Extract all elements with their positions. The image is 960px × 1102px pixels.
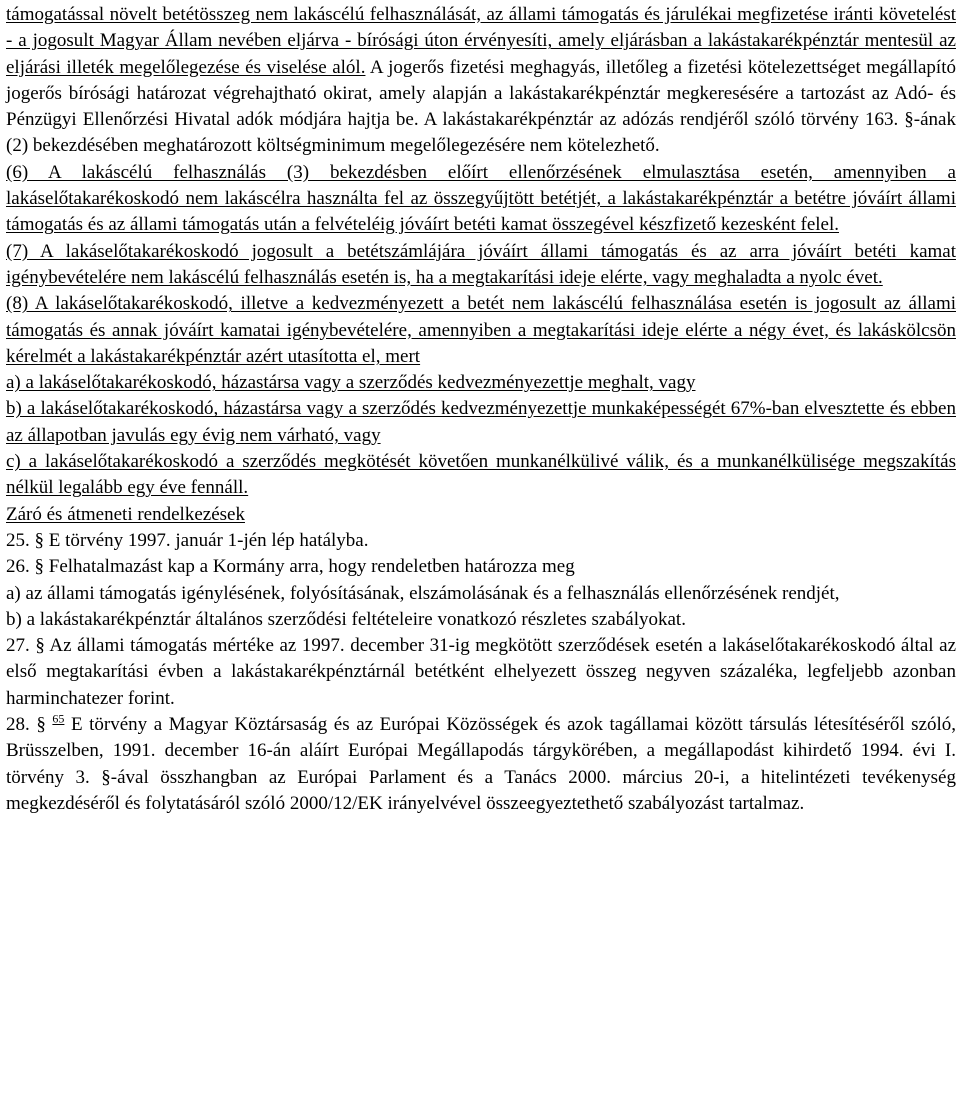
section-26 xyxy=(6,554,956,580)
paragraph-text: A jogerős fizetési meghagyás, illetőleg a fizetési kötelezettséget megállapító jogerős bírósági határozat végrehajtható okirat, amely alapján a lakástakarékpénztár megkeresésére a tartozást az Adó- és Pénzügyi Ellenőrzési Hivatal adók módjára hajtja be. A lakástakarékpénztár az adózás rendjéről szóló törvény 163. §-ának (2) bekezdésében meghatározott költségminimum megelőlegezésére nem kötelezhető. xyxy=(6,56,956,157)
point-a: a) a lakáselőtakarékoskodó, házastársa vagy a szerződés kedvezményezettje meghalt, vagy xyxy=(6,372,696,394)
section-27 xyxy=(6,633,956,712)
section-number: 28. xyxy=(6,714,30,736)
section-number: 25. xyxy=(6,529,30,551)
section-28 xyxy=(6,712,956,817)
section-number: 26. xyxy=(6,556,30,578)
section-number: 27. xyxy=(6,635,30,657)
paragraph-p1 xyxy=(6,2,956,160)
section-text: Felhatalmazást kap a Kormány arra, hogy rendeletben határozza meg xyxy=(44,556,575,578)
paragraph-8: (8) A lakáselőtakarékoskodó, illetve a kedvezményezett a betét nem lakáscélú felhasználása esetén is jogosult az állami támogatás és annak jóváírt kamatai igénybevételére, amennyiben a megtakarítási ideje elérte a négy évet, és lakáskölcsön kérelmét a lakástakarékpénztár azért utasította el, mert xyxy=(6,293,956,367)
paragraph-7: (7) A lakáselőtakarékoskodó jogosult a betétszámlájára jóváírt állami támogatás és az arra jóváírt betéti kamat igénybevételére nem lakáscélú felhasználás esetén is, ha a megtakarítási ideje elérte, vagy meghaladta a nyolc évet. xyxy=(6,240,956,288)
section-25 xyxy=(6,528,956,554)
section-sign-icon: § xyxy=(36,714,46,736)
section-sign-icon: § xyxy=(35,635,45,657)
section-text: E törvény 1997. január 1-jén lép hatályba. xyxy=(44,529,369,551)
section-text: Az állami támogatás mértéke az 1997. december 31-ig megkötött szerződések esetén a lakáselőtakarékoskodó által az első megtakarítási évben a lakástakarékpénztárnál betétként elhelyezett összeg negyven százaléka, legfeljebb azonban harminchatezer forint. xyxy=(6,635,957,709)
section-sign-icon: § xyxy=(34,529,44,551)
amended-text: támogatással növelt betétösszeg nem lakáscélú felhasználását, az állami támogatás és járulékai megfizetése iránti követelést - a jogosult Magyar Állam nevében eljárva - bírósági úton érvényesíti, amely eljárásban a lakástakarékpénztár mentesül az eljárási illeték megelőlegezése és viselése alól. xyxy=(6,4,956,78)
section-text: E törvény a Magyar Köztársaság és az Európai Közösségek és azok tagállamai között társulás létesítéséről szóló, Brüsszelben, 1991. december 16-án aláírt Európai Megállapodás tárgykörében, a megállapodást kihirdető 1994. évi I. törvény 3. §-ával összhangban az Európai Parlament és a Tanács 2000. március 20-i, a hitelintézeti tevékenység megkezdéséről és folytatásáról szóló 2000/12/EK irányelvével összeegyeztethető szabályozást tartalmaz. xyxy=(6,714,957,814)
point-b: b) a lakáselőtakarékoskodó, házastársa vagy a szerződés kedvezményezettje munkaképességét 67%-ban elvesztette és ebben az állapotban javulás egy évig nem várható, vagy xyxy=(6,398,956,446)
point-c: c) a lakáselőtakarékoskodó a szerződés megkötését követően munkanélkülivé válik, és a munkanélkülisége megszakítás nélkül legalább egy éve fennáll. xyxy=(6,451,956,499)
paragraph-6: (6) A lakáscélú felhasználás (3) bekezdésben előírt ellenőrzésének elmulasztása esetén, amennyiben a lakáselőtakarékoskodó nem lakáscélra használta fel az összegyűjtött betétjét, a lakástakarékpénztár a betétre jóváírt állami támogatás és az állami támogatás után a felvételéig jóváírt betéti kamat összegével készfizető kezesként felel. xyxy=(6,161,956,236)
footnote-reference-link[interactable]: 65 xyxy=(52,711,65,726)
section-26-point-b: b) a lakástakarékpénztár általános szerződési feltételeire vonatkozó részletes szabályokat. xyxy=(6,608,686,630)
section-heading: Záró és átmeneti rendelkezések xyxy=(6,503,245,525)
section-26-point-a: a) az állami támogatás igénylésének, folyósításának, elszámolásának és a felhasználás ellenőrzésének rendjét, xyxy=(6,582,840,604)
section-sign-icon: § xyxy=(34,556,44,578)
